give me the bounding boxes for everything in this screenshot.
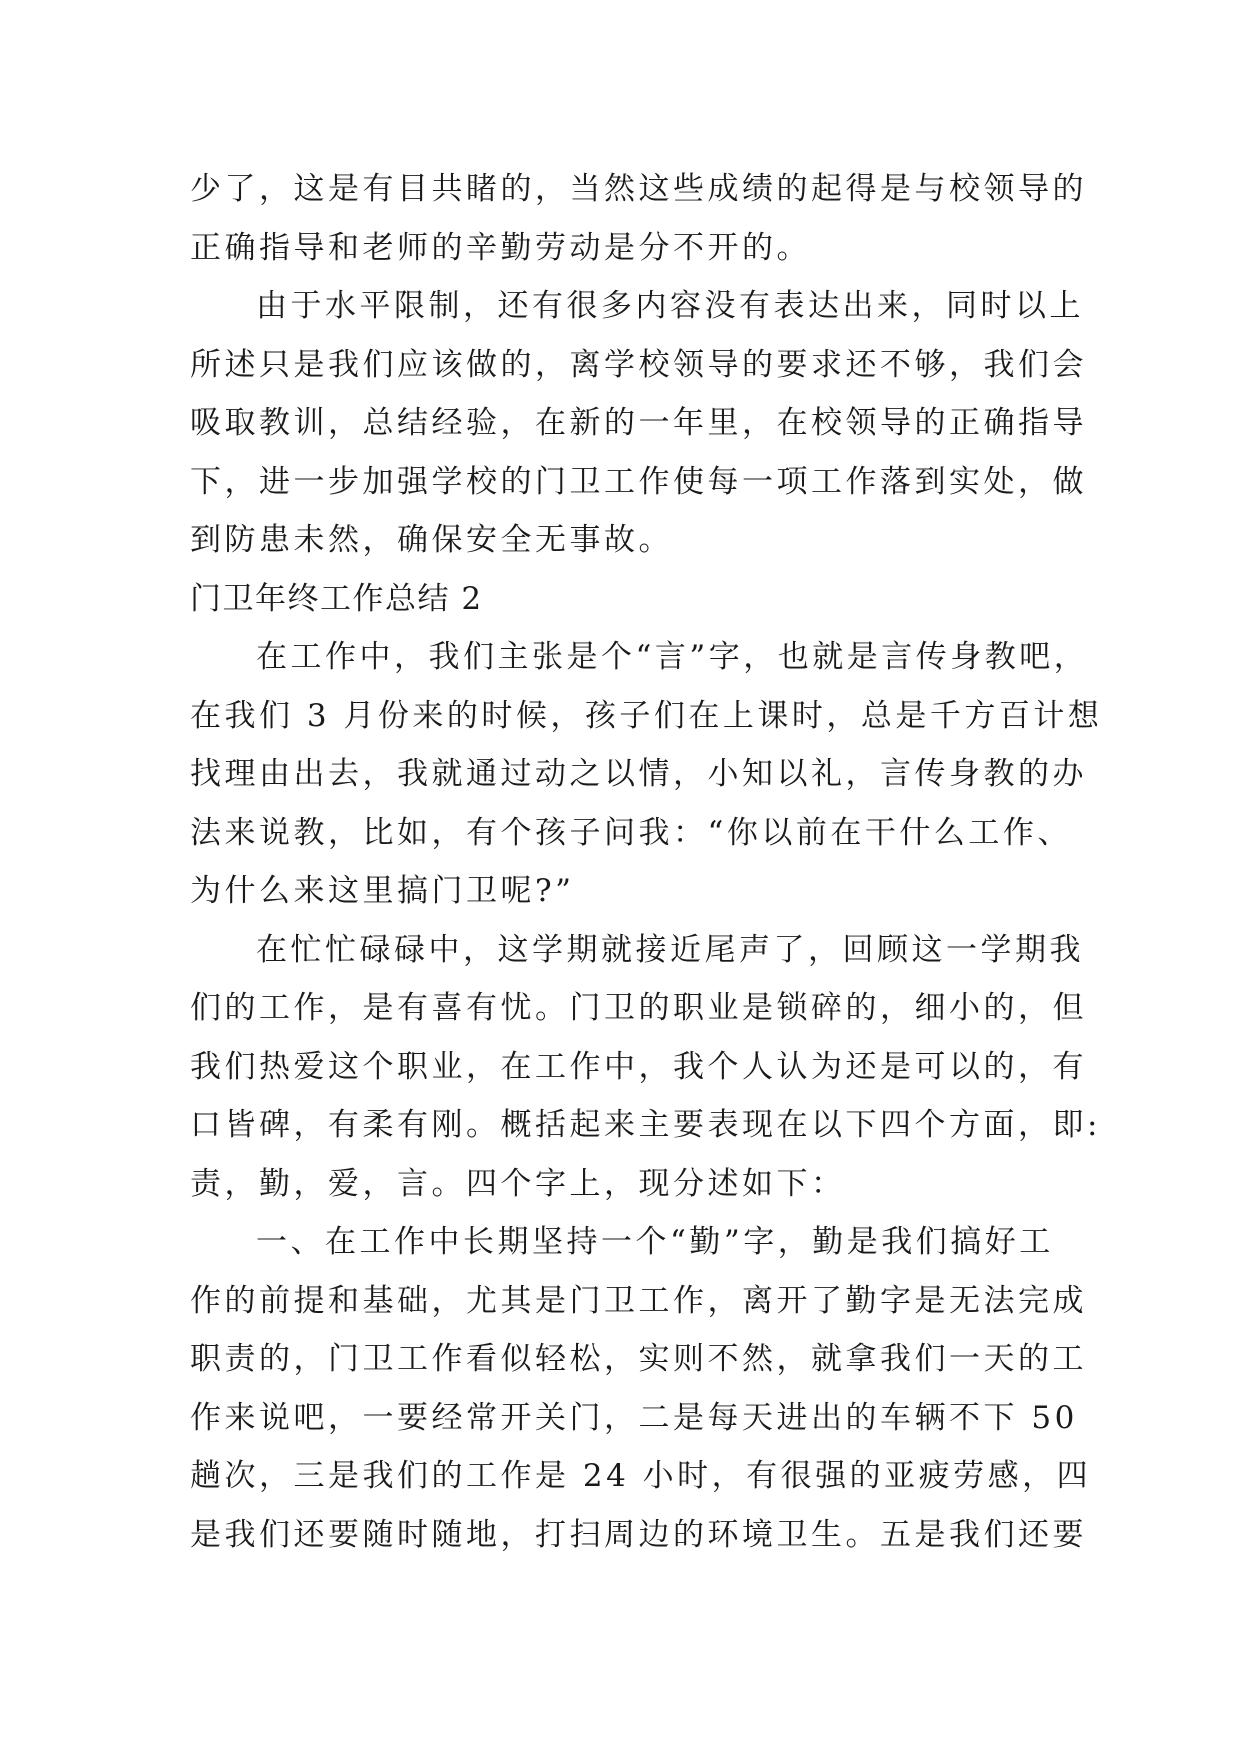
text-line: 正确指导和老师的辛勤劳动是分不开的。 <box>190 229 811 266</box>
text-line: 趟次，三是我们的工作是 24 小时，有很强的亚疲劳感，四 <box>190 1458 1092 1494</box>
text-line: 职责的，门卫工作看似轻松，实则不然，就拿我们一天的工 <box>190 1341 1087 1377</box>
text-line: 我们热爱这个职业，在工作中，我个人认为还是可以的，有 <box>190 1048 1087 1085</box>
text-line: 在我们 3 月份来的时候，孩子们在上课时，总是千方百计想 <box>190 697 1103 734</box>
text-line: 下，进一步加强学校的门卫工作使每一项工作落到实处，做 <box>190 463 1087 500</box>
section-heading: 门卫年终工作总结 2 <box>190 580 483 617</box>
text-line: 少了，这是有目共睹的，当然这些成绩的起得是与校领导的 <box>190 171 1087 207</box>
text-line: 法来说教，比如，有个孩子问我：“你以前在干什么工作、 <box>190 814 1072 851</box>
text-line: 责，勤，爱，言。四个字上，现分述如下： <box>190 1165 846 1202</box>
text-line: 到防患未然，确保安全无事故。 <box>190 522 673 558</box>
text-line: 作来说吧，一要经常开关门，二是每天进出的车辆不下 50 <box>190 1399 1078 1436</box>
text-line: 在工作中，我们主张是个“言”字，也就是言传身教吧， <box>256 639 1089 675</box>
text-line: 是我们还要随时随地，打扫周边的环境卫生。五是我们还要 <box>190 1516 1087 1553</box>
document-body <box>190 160 1103 1564</box>
text-line: 在忙忙碌碌中，这学期就接近尾声了，回顾这一学期我 <box>256 931 1084 968</box>
text-line: 口皆碑，有柔有刚。概括起来主要表现在以下四个方面，即: <box>190 1107 1101 1143</box>
text-line: 所述只是我们应该做的，离学校领导的要求还不够，我们会 <box>190 346 1087 383</box>
text-line: 一、在工作中长期坚持一个“勤”字，勤是我们搞好工 <box>256 1224 1054 1260</box>
text-line: 由于水平限制，还有很多内容没有表达出来，同时以上 <box>256 288 1084 324</box>
text-line: 为什么来这里搞门卫呢?” <box>190 873 575 909</box>
text-line: 们的工作，是有喜有忧。门卫的职业是锁碎的，细小的，但 <box>190 990 1087 1026</box>
text-line: 作的前提和基础，尤其是门卫工作，离开了勤字是无法完成 <box>190 1282 1087 1319</box>
text-line: 吸取教训，总结经验，在新的一年里，在校领导的正确指导 <box>190 405 1087 441</box>
text-line: 找理由出去，我就通过动之以情，小知以礼，言传身教的办 <box>190 756 1087 792</box>
